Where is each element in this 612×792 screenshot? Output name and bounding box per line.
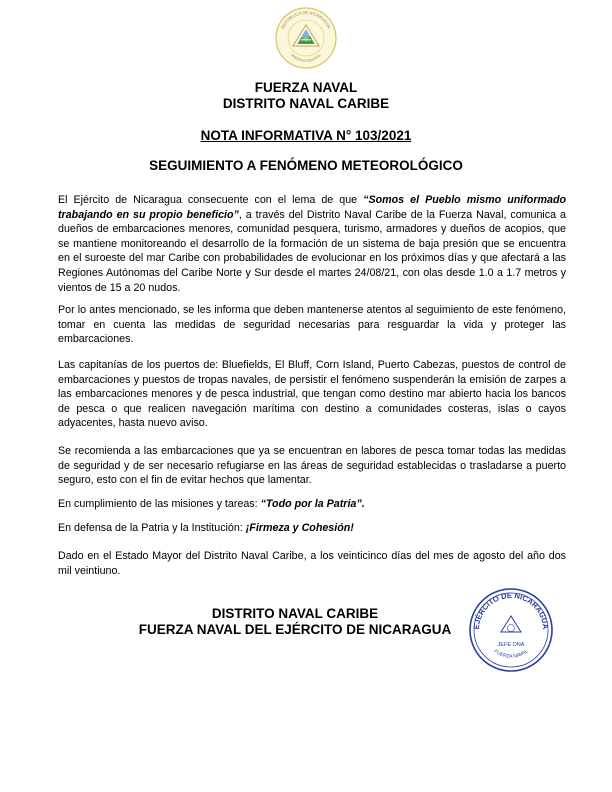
seal-ring-text: REPÚBLICA DE NICARAGUA bbox=[280, 9, 332, 30]
signature-line-1: DISTRITO NAVAL CARIBE bbox=[211, 606, 379, 621]
note-number-title: NOTA INFORMATIVA N° 103/2021 bbox=[200, 128, 412, 143]
svg-text:FUERZA NAVAL bbox=[493, 648, 530, 659]
seal-bottom-text: AMÉRICA CENTRAL bbox=[290, 53, 322, 64]
p1-motto: “Somos el Pueblo mismo uniformado trabajando en su propio beneficio” bbox=[58, 194, 566, 221]
signature-line-2: FUERZA NAVAL DEL EJÉRCITO DE NICARAGUA bbox=[138, 622, 452, 637]
paragraph-6 bbox=[58, 521, 566, 536]
p5-motto: “Todo por la Patria”. bbox=[260, 498, 365, 510]
paragraph-2: Por lo antes mencionado, se les informa que deben mantenerse atentos al seguimiento de este fenómeno, tomar en cuenta las medidas de seguridad necesarias para resguardar la vida y proteger las embarcaciones. bbox=[58, 304, 566, 346]
heading-distrito-naval: DISTRITO NAVAL CARIBE bbox=[222, 96, 390, 111]
stamp-ring-text: EJÉRCITO DE NICARAGUA bbox=[471, 590, 551, 630]
official-stamp bbox=[467, 586, 555, 674]
stamp-middle-text: JEFE DNA bbox=[497, 642, 525, 648]
heading-fuerza-naval: FUERZA NAVAL bbox=[254, 80, 358, 95]
paragraph-4: Se recomienda a las embarcaciones que ya se encuentran en labores de pesca tomar todas las medidas de seguridad y de ser necesario refugiarse en las áreas de seguridad establecidas o trasladarse a puerto seguro, esto con el fin de evitar hechos que lamentar. bbox=[58, 445, 566, 487]
paragraph-3: Las capitanías de los puertos de: Bluefields, El Bluff, Corn Island, Puerto Cabezas, puestos de control de embarcaciones y puestos de tropas navales, de persistir el fenómeno suspenderán la emisión de zarpes a las embarcaciones menores y de pesca industrial, que tengan como destino mar abierto hacia los bancos de pesca o que realicen navegación marítima con destino a comunidades costeras, islas o cayos adyacentes, hasta nuevo aviso. bbox=[58, 359, 566, 430]
p1-intro: El Ejército de Nicaragua consecuente con el lema de que bbox=[58, 194, 364, 206]
nicaragua-coat-of-arms-seal bbox=[274, 6, 338, 70]
p5-intro: En cumplimiento de las misiones y tareas: bbox=[58, 498, 261, 510]
p6-motto: ¡Firmeza y Cohesión! bbox=[245, 522, 354, 534]
paragraph-7: Dado en el Estado Mayor del Distrito Naval Caribe, a los veinticinco días del mes de agosto del año dos mil veintiuno. bbox=[58, 550, 566, 577]
subject-title: SEGUIMIENTO A FENÓMENO METEOROLÓGICO bbox=[149, 158, 463, 173]
p6-intro: En defensa de la Patria y la Institución: bbox=[58, 522, 246, 534]
p1-rest: , a través del Distrito Naval Caribe de la Fuerza Naval, comunica a dueños de embarcaciones menores, comunidad pesquera, turismo, armadores y dueños de acopios, que se mantiene monitoreando el desarrollo de la formación de un sistema de baja presión que se encuentra en el suroeste del mar Caribe con probabilidades de evolucionar en los próximos días y que afectará a las Regiones Autónomas del Caribe Norte y Sur desde el martes 24/08/21, con olas desde 1.0 a 1.7 metros y vientos de 15 a 20 nudos. bbox=[58, 208, 566, 294]
paragraph-5 bbox=[58, 497, 566, 512]
stamp-bottom-text: FUERZA NAVAL bbox=[492, 648, 530, 660]
paragraph-1 bbox=[58, 193, 566, 295]
